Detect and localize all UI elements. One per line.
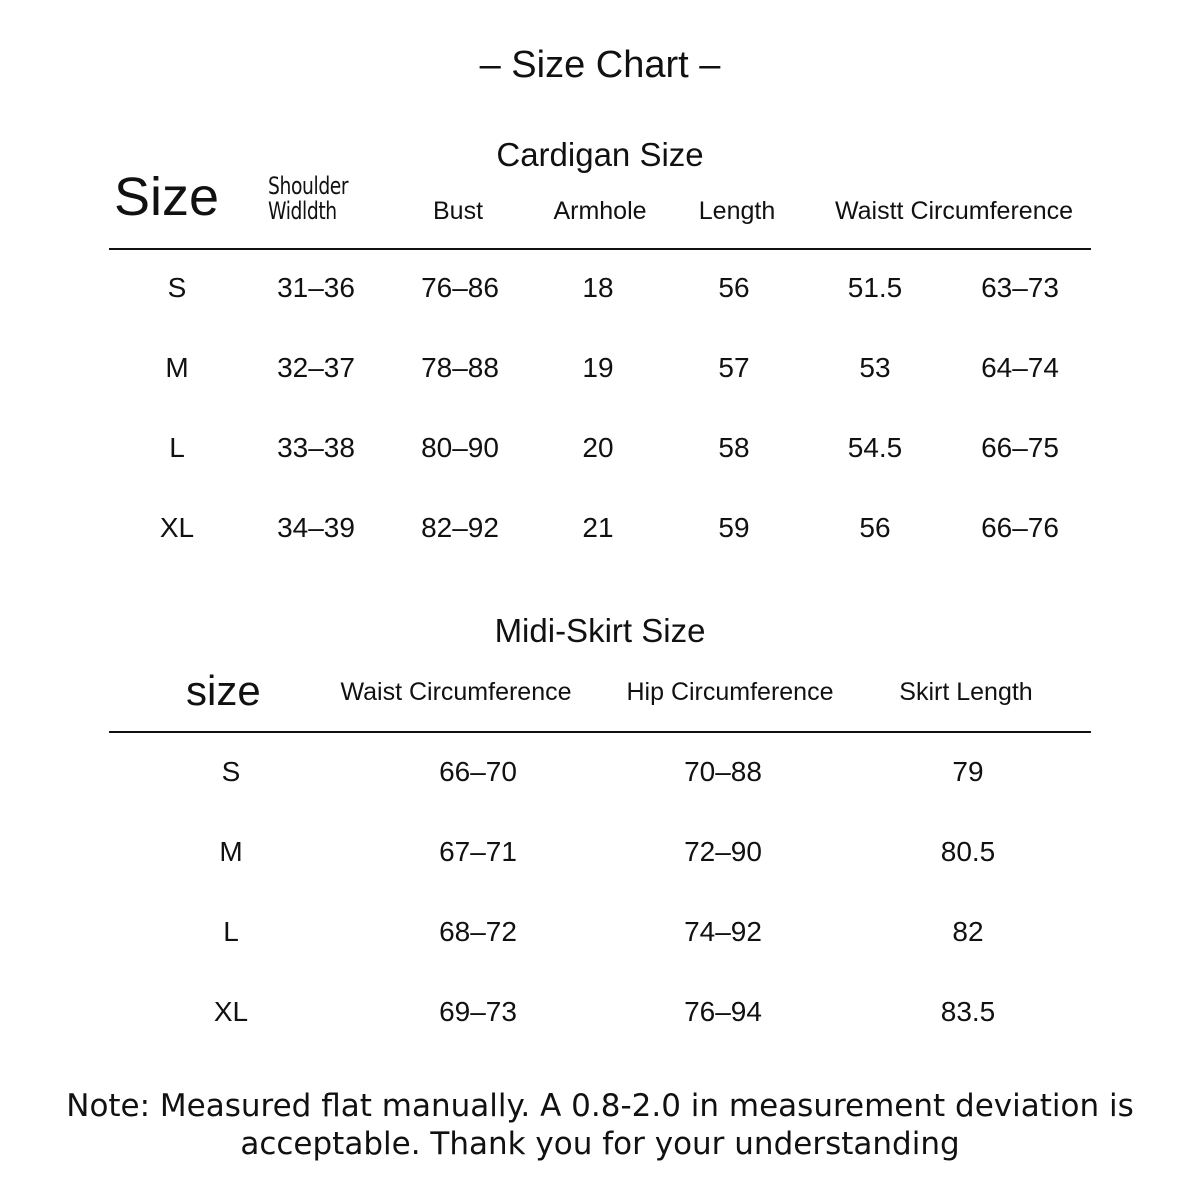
skirt-cell-size: S xyxy=(221,756,241,787)
cardigan-cell-armhole: 18 xyxy=(582,272,614,303)
cardigan-cell-waist-a: 51.5 xyxy=(847,272,903,303)
cardigan-cell-length: 58 xyxy=(718,432,750,463)
cardigan-header-shoulder-line1: Shoulder xyxy=(268,172,349,200)
cardigan-cell-size: L xyxy=(169,432,185,463)
cardigan-header-shoulder-width xyxy=(268,174,348,224)
cardigan-cell-shoulder-width: 31–36 xyxy=(277,272,355,303)
cardigan-cell-shoulder-width: 33–38 xyxy=(277,432,355,463)
cardigan-cell-shoulder-width: 32–37 xyxy=(277,352,355,383)
cardigan-header-divider xyxy=(109,248,1091,250)
cardigan-cell-size: XL xyxy=(159,512,195,543)
skirt-cell-waist: 69–73 xyxy=(439,996,517,1027)
cardigan-header-length: Length xyxy=(698,197,776,225)
skirt-cell-hip: 74–92 xyxy=(684,916,762,947)
note-line-2: acceptable. Thank you for your understanding xyxy=(240,1126,960,1162)
skirt-cell-waist: 67–71 xyxy=(439,836,517,867)
skirt-header-length: Skirt Length xyxy=(899,678,1033,706)
skirt-cell-length: 83.5 xyxy=(940,996,996,1027)
skirt-cell-waist: 68–72 xyxy=(439,916,517,947)
cardigan-cell-waist-b: 66–75 xyxy=(981,432,1059,463)
cardigan-cell-waist-a: 54.5 xyxy=(847,432,903,463)
cardigan-cell-size: S xyxy=(167,272,187,303)
cardigan-cell-waist-b: 66–76 xyxy=(981,512,1059,543)
skirt-header-divider xyxy=(109,731,1091,733)
skirt-header-size: size xyxy=(186,667,261,714)
cardigan-cell-length: 57 xyxy=(718,352,750,383)
page-title: – Size Chart – xyxy=(479,44,721,86)
cardigan-cell-armhole: 21 xyxy=(582,512,614,543)
skirt-header-waist: Waist Circumference xyxy=(340,678,572,706)
cardigan-cell-waist-b: 63–73 xyxy=(981,272,1059,303)
skirt-cell-hip: 72–90 xyxy=(684,836,762,867)
cardigan-cell-bust: 78–88 xyxy=(421,352,499,383)
skirt-cell-hip: 76–94 xyxy=(684,996,762,1027)
skirt-cell-length: 80.5 xyxy=(940,836,996,867)
skirt-header-hip: Hip Circumference xyxy=(626,678,834,706)
cardigan-header-armhole: Armhole xyxy=(553,197,647,225)
skirt-cell-waist: 66–70 xyxy=(439,756,517,787)
note-line-1: Note: Measured flat manually. A 0.8-2.0 in measurement deviation is xyxy=(66,1088,1134,1124)
cardigan-cell-waist-a: 53 xyxy=(859,352,891,383)
cardigan-cell-armhole: 19 xyxy=(582,352,614,383)
cardigan-cell-size: M xyxy=(165,352,189,383)
cardigan-cell-waist-a: 56 xyxy=(859,512,891,543)
skirt-cell-size: M xyxy=(219,836,243,867)
cardigan-cell-bust: 76–86 xyxy=(421,272,499,303)
cardigan-header-shoulder-line2: Widldth xyxy=(268,197,337,225)
skirt-cell-size: XL xyxy=(213,996,249,1027)
cardigan-cell-length: 59 xyxy=(718,512,750,543)
cardigan-cell-armhole: 20 xyxy=(582,432,614,463)
cardigan-cell-waist-b: 64–74 xyxy=(981,352,1059,383)
cardigan-cell-shoulder-width: 34–39 xyxy=(277,512,355,543)
cardigan-header-size: Size xyxy=(114,167,220,227)
skirt-cell-length: 82 xyxy=(952,916,984,947)
skirt-cell-size: L xyxy=(223,916,239,947)
cardigan-section-title: Cardigan Size xyxy=(496,136,704,173)
skirt-cell-length: 79 xyxy=(952,756,984,787)
cardigan-cell-bust: 80–90 xyxy=(421,432,499,463)
cardigan-header-bust: Bust xyxy=(432,197,484,225)
cardigan-cell-length: 56 xyxy=(718,272,750,303)
skirt-section-title: Midi-Skirt Size xyxy=(494,612,706,649)
cardigan-cell-bust: 82–92 xyxy=(421,512,499,543)
skirt-cell-hip: 70–88 xyxy=(684,756,762,787)
cardigan-header-waist: Waistt Circumference xyxy=(834,197,1073,225)
